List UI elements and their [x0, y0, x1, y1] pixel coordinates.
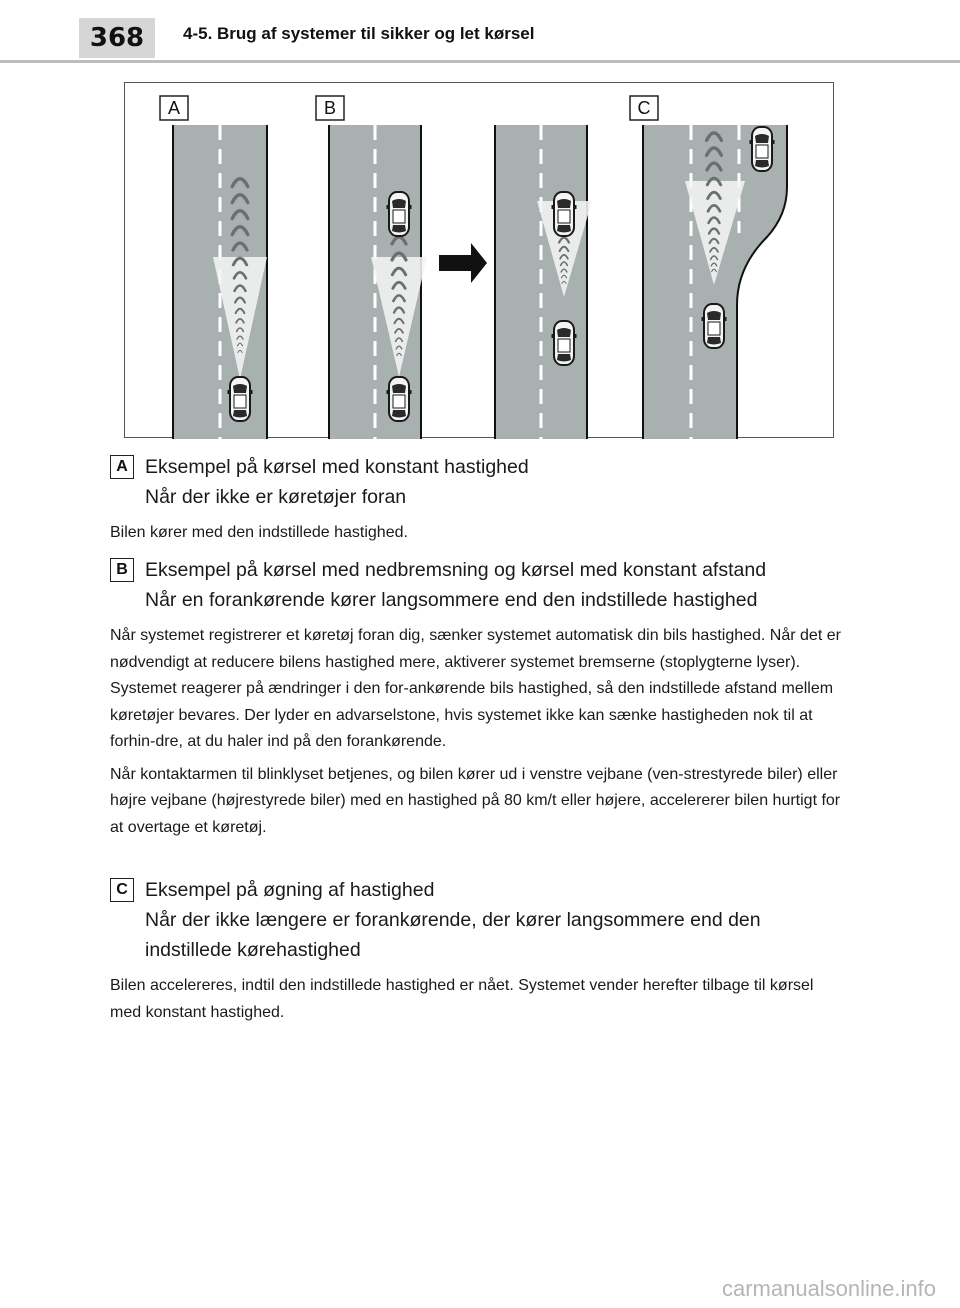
acc-illustration [124, 82, 834, 438]
section-heading-line2: Når der ikke er køretøjer foran [145, 486, 407, 508]
section-heading-line3: indstillede kørehastighed [145, 939, 361, 961]
section-b [110, 555, 845, 847]
panel-tag-a [160, 96, 188, 120]
transition-arrow [439, 243, 487, 283]
page-header [0, 0, 960, 62]
svg-text:A: A [167, 98, 181, 118]
section-body [110, 973, 845, 1026]
leading-car-b [387, 192, 412, 236]
section-heading-line2: Når en forankørende kører langsommere end den indstillede hastighed [145, 589, 758, 611]
section-tag: A [110, 455, 134, 479]
section-tag: C [110, 878, 134, 902]
road-panel-b-continued [495, 125, 592, 439]
section-title: 4-5. Brug af systemer til sikker og let kørsel [183, 24, 535, 43]
page-number: 368 [79, 18, 155, 58]
road-panel-c [643, 125, 787, 439]
section-heading-line1: Eksempel på øgning af hastighed [145, 879, 435, 901]
paragraph: Bilen kører med den indstillede hastighed. [110, 524, 408, 541]
own-car-a [228, 377, 253, 421]
leading-car-b2 [552, 192, 577, 236]
panel-tag-b [316, 96, 344, 120]
section-heading-line2: Når der ikke længere er forankørende, der kører langsommere end den [145, 909, 761, 931]
section-heading-line1: Eksempel på kørsel med nedbremsning og kørsel med konstant afstand [145, 559, 767, 581]
section-tag: B [110, 558, 134, 582]
road-panel-a [173, 125, 267, 439]
road-panel-b [329, 125, 427, 439]
header-rule [0, 60, 960, 63]
paragraph: Når kontaktarmen til blinklyset betjenes, og bilen kører ud i venstre vejbane (ven-strestyrede biler) eller højre vejbane (højrestyrede biler) med en hastighed på 80 km/t eller højere, accelererer bilen hurtigt for at overtage et køretøj. [110, 765, 841, 836]
own-car-b2 [552, 321, 577, 365]
acc-illustration-svg [125, 83, 835, 439]
section-heading-line1: Eksempel på kørsel med konstant hastighed [145, 456, 529, 478]
svg-text:B: B [323, 98, 337, 118]
section-body [110, 520, 845, 547]
paragraph: Når systemet registrerer et køretøj foran dig, sænker systemet automatisk din bils hastighed. Når det er nødvendigt at reducere bilens hastighed mere, aktiverer systemet bremserne (stoplygterne lyser). Systemet reagerer på ændringer i den for-ankørende bils hastighed, så den indstillede afstand mellem køretøjer bevares. Der lyder en advarselstone, hvis systemet ikke kan sænke hastigheden nok til at forhin-dre, at du haler ind på den forankørende. [110, 627, 841, 750]
section-a [110, 452, 845, 553]
section-body [110, 623, 845, 841]
exiting-car-c [750, 127, 775, 171]
own-car-b [387, 377, 412, 421]
own-car-c [702, 304, 727, 348]
watermark: carmanualsonline.info [721, 1276, 936, 1301]
section-c [110, 875, 845, 1032]
svg-text:C: C [637, 98, 651, 118]
paragraph: Bilen accelereres, indtil den indstillede hastighed er nået. Systemet vender herefter tilbage til kørsel med konstant hastighed. [110, 977, 814, 1021]
panel-tag-c [630, 96, 658, 120]
